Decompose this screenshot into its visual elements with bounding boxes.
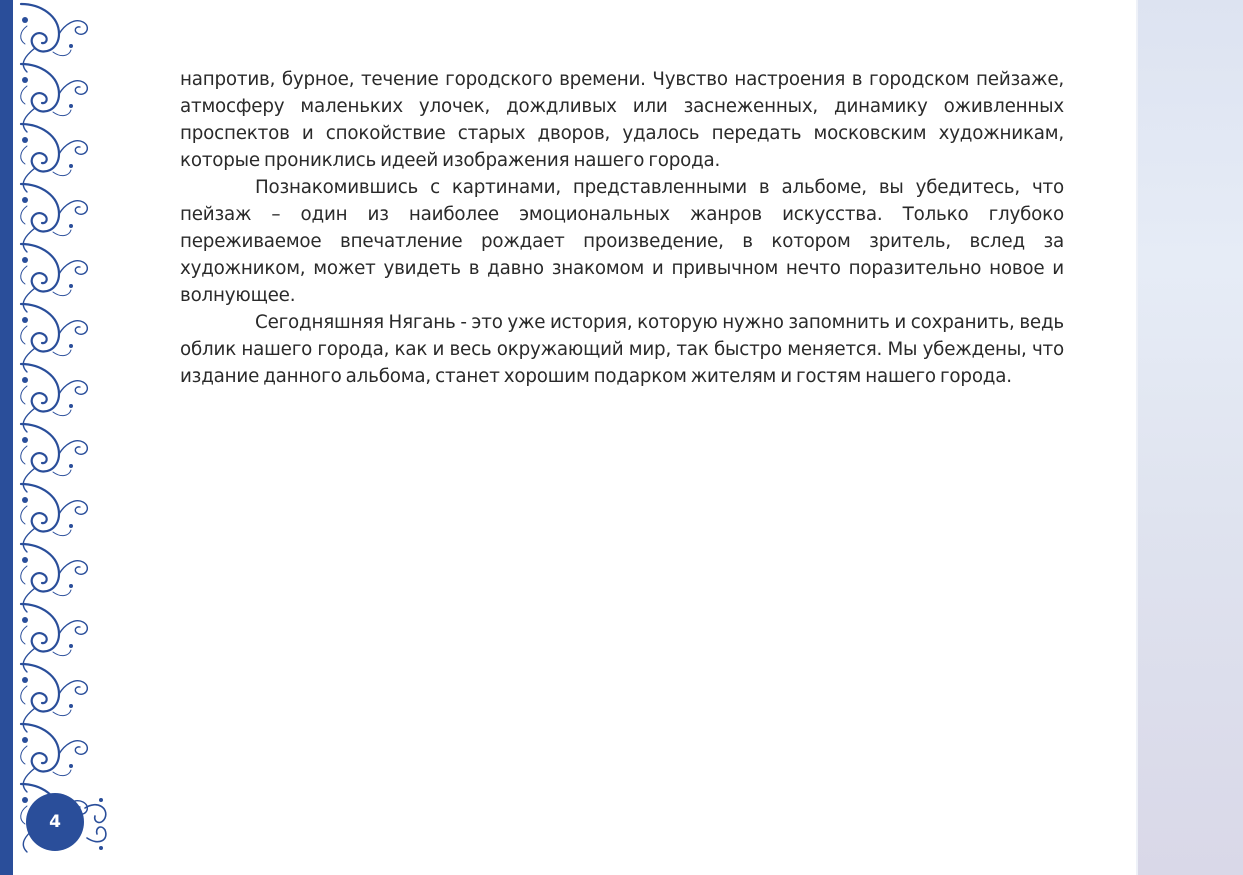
- left-border-bar: [0, 0, 13, 875]
- body-text: [180, 66, 1064, 390]
- paragraph-3: Сегодняшняя Нягань - это уже история, которую нужно запомнить и сохранить, ведь облик нашего города, как и весь окружающий мир, так быстро меняется. Мы убеждены, что издание данного альбома, станет хорошим подарком жителям и гостям нашего города.: [180, 312, 1064, 387]
- page-number: 4: [49, 812, 61, 832]
- right-side-panel: [1138, 0, 1243, 875]
- page-number-badge: [26, 793, 84, 851]
- swirl-ornament-icon: [13, 0, 113, 875]
- paragraph-1: напротив, бурное, течение городского времени. Чувство настроения в городском пейзаже, атмосферу маленьких улочек, дождливых или заснеженных, динамику оживленных проспектов и спокойствие старых дворов, удалось передать московским художникам, которые прониклись идеей изображения нашего города.: [180, 69, 1064, 171]
- paragraph-2: Познакомившись с картинами, представленными в альбоме, вы убедитесь, что пейзаж – один из наиболее эмоциональных жанров искусства. Только глубоко переживаемое впечатление рождает произведение, в котором зритель, вслед за художником, может увидеть в давно знакомом и привычном нечто поразительно новое и волнующее.: [180, 177, 1064, 306]
